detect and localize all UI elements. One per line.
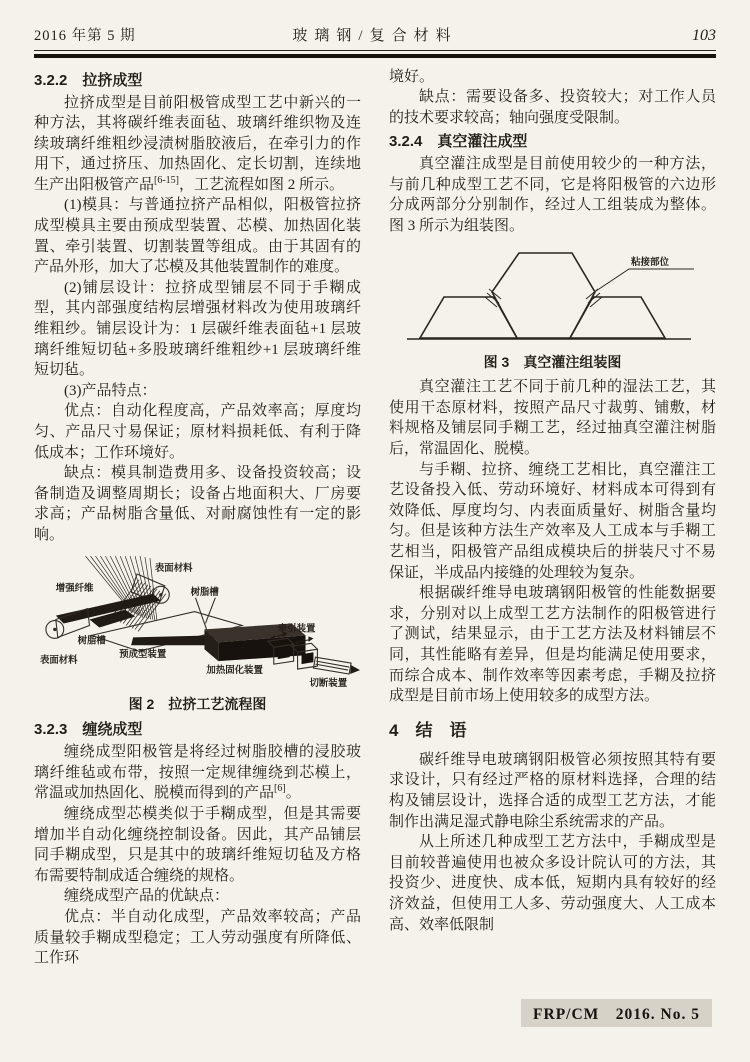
paragraph: (3)产品特点：: [64, 382, 157, 399]
paragraph: 缠绕成型阳极管是将经过树脂胶槽的浸胶玻璃纤维毡或布带，按照一定规律缠绕到芯模上，常温或加热固化、脱模而得到的产品[6]。: [34, 744, 361, 802]
journal-footer-stamp: FRP/CM 2016. No. 5: [521, 999, 712, 1027]
paragraph: 从上所述几种成型工艺方法中，手糊成型是目前较普遍使用也被众多设计院认可的方法，其投资少、进度快、成本低，短期内具有较好的经济效益，但使用工人多、劳动强度大、人工成本高、效率低限制: [389, 834, 716, 933]
issue-label: 2016 年第 5 期: [34, 28, 136, 44]
fig2-label-preform-device: 预成型装置: [119, 647, 167, 659]
paragraph: 真空灌注工艺不同于前几种的湿法工艺，其使用干态原材料，按照产品尺寸裁剪、铺敷，材料规格及铺层同手糊工艺，经过抽真空灌注树脂后，常温固化、脱模。: [389, 379, 716, 458]
material-strip: [131, 635, 214, 645]
section-heading-322: 3.2.2 拉挤成型: [34, 71, 143, 89]
fig2-label-cutting-device: 切断装置: [309, 676, 348, 688]
paragraph: 真空灌注成型是目前使用较少的一种方法，与前几种成型工艺不同，它是将阳极管的六边形分成两部分分别制作，经过人工组装成为整体。图 3 所示为组装图。: [389, 156, 716, 235]
leader-line: [596, 269, 694, 291]
journal-title: 玻璃钢/复合材料: [292, 28, 458, 44]
header-rule-thick: [34, 54, 716, 58]
section-heading-323: 3.2.3 缠绕成型: [34, 721, 143, 739]
paragraph: 缠绕成型产品的优缺点：: [64, 888, 230, 905]
figure-3-assembly-diagram: [389, 245, 716, 373]
figure-2-caption: 图 2 拉挤工艺流程图: [128, 695, 267, 712]
paragraph: 缠绕成型芯模类似于手糊成型，但是其需要增加半自动化缠绕控制设备。因此，其产品铺层同手糊成型，只是其中的玻璃纤维短切毡及方格布需要特制成适合缠绕的规格。: [34, 805, 361, 884]
paragraph: 碳纤维导电玻璃钢阳极管必须按照其特有要求设计，只有经过严格的原材料选择，合理的结构及铺层设计，选择合适的成型工艺方法，才能制作出满足湿式静电除尘系统需求的产品。: [389, 751, 716, 830]
paragraph: 根据碳纤维导电玻璃钢阳极管的性能数据要求，分别对以上成型工艺方法制作的阳极管进行了测试，结果显示，由于工艺方法及材料铺层不同，其性能略有差异，但是均能满足使用要求，而综合成本、制作效率等因素考虑，手糊及拉挤成型是目前市场上使用较多的成型方法。: [389, 585, 716, 705]
page-header: [34, 24, 716, 45]
right-column: [389, 67, 716, 969]
fig2-label-surface-material-bottom: 表面材料: [39, 653, 78, 665]
paragraph: 境好。: [389, 68, 435, 85]
citation-ref: [6]: [274, 783, 286, 795]
citation-ref: [6-15]: [154, 174, 180, 186]
product-strip: [313, 657, 360, 674]
figure-3-caption: 图 3 真空灌注组装图: [483, 353, 622, 370]
section-heading-4-conclusion: 4 结 语: [389, 720, 467, 740]
fig2-label-surface-material-top: 表面材料: [154, 561, 193, 573]
paragraph: 优点：半自动化成型，产品效率较高；产品质量较手糊成型稳定；工人劳动强度有所降低、工作环: [34, 908, 361, 967]
two-column-body: [34, 67, 716, 969]
paragraph: (2)铺层设计：拉挤成型铺层不同于手糊成型，其内部强度结构层增强材料改为使用玻璃纤维粗纱。铺层设计为：1 层碳纤维表面毡+1 层玻璃纤维短切毡+多股玻璃纤维粗纱+1 层玻璃纤维短切毡。: [34, 279, 361, 379]
fig2-label-pulling-device: 牵引装置: [277, 621, 316, 633]
pultrusion-diagram: [34, 554, 361, 691]
left-column: [34, 67, 361, 969]
fig2-label-heating-device: 加热固化装置: [206, 663, 263, 675]
paragraph: (1)模具：与普通拉挤产品相似，阳极管拉挤成型模具主要由预成型装置、芯模、加热固化装置、牵引装置、切割装置等组成。由于其固有的产品外形，加大了芯模及其他装置制作的难度。: [34, 197, 361, 276]
paragraph: 优点：自动化程度高，产品效率高；厚度均匀、产品尺寸易保证；原材料损耗低、有利于降低成本；工作环境好。: [34, 403, 361, 461]
paragraph: 缺点：模具制造费用多、设备投资较高；设备制造及调整周期长；设备占地面积大、厂房要求高；产品树脂含量低、对耐腐蚀性有一定的影响。: [34, 465, 361, 543]
paragraph: 拉挤成型是目前阳极管成型工艺中新兴的一种方法，其将碳纤维表面毡、玻璃纤维织物及连续玻璃纤维粗纱浸渍树脂胶液后，在牵引力的作用下，通过挤压、加热固化、定长切割，连续地生产出阳极管产品[6-15]，工艺流程如图 2 所示。: [34, 94, 361, 193]
fig2-label-resin-tank-right: 树脂槽: [190, 585, 219, 597]
assembly-diagram: [389, 245, 716, 349]
fig2-label-reinforce-fiber: 增强纤维: [55, 581, 94, 593]
figure-2-pultrusion-process: [34, 554, 361, 715]
fig2-label-resin-tank-left: 树脂槽: [77, 633, 106, 645]
joint-hatching: [485, 289, 602, 307]
page-number: 103: [692, 27, 716, 44]
fig3-label-bond-area: 粘接部位: [631, 256, 670, 268]
paragraph: 与手糊、拉挤、缠绕工艺相比，真空灌注工艺设备投入低、劳动环境好、材料成本可得到有效降低、厚度均匀、内表面质量好、树脂含量均匀。但是该种方法生产效率及人工成本与手糊工艺相当，阳极管产品组成模块后的拼装尺寸不易保证，半成品内接缝的处理较为复杂。: [389, 461, 716, 581]
section-heading-324: 3.2.4 真空灌注成型: [389, 133, 528, 151]
paragraph: 缺点：需要设备多、投资较大；对工作人员的技术要求较高；轴向强度受限制。: [389, 89, 716, 126]
header-rule-thin: [34, 50, 716, 51]
